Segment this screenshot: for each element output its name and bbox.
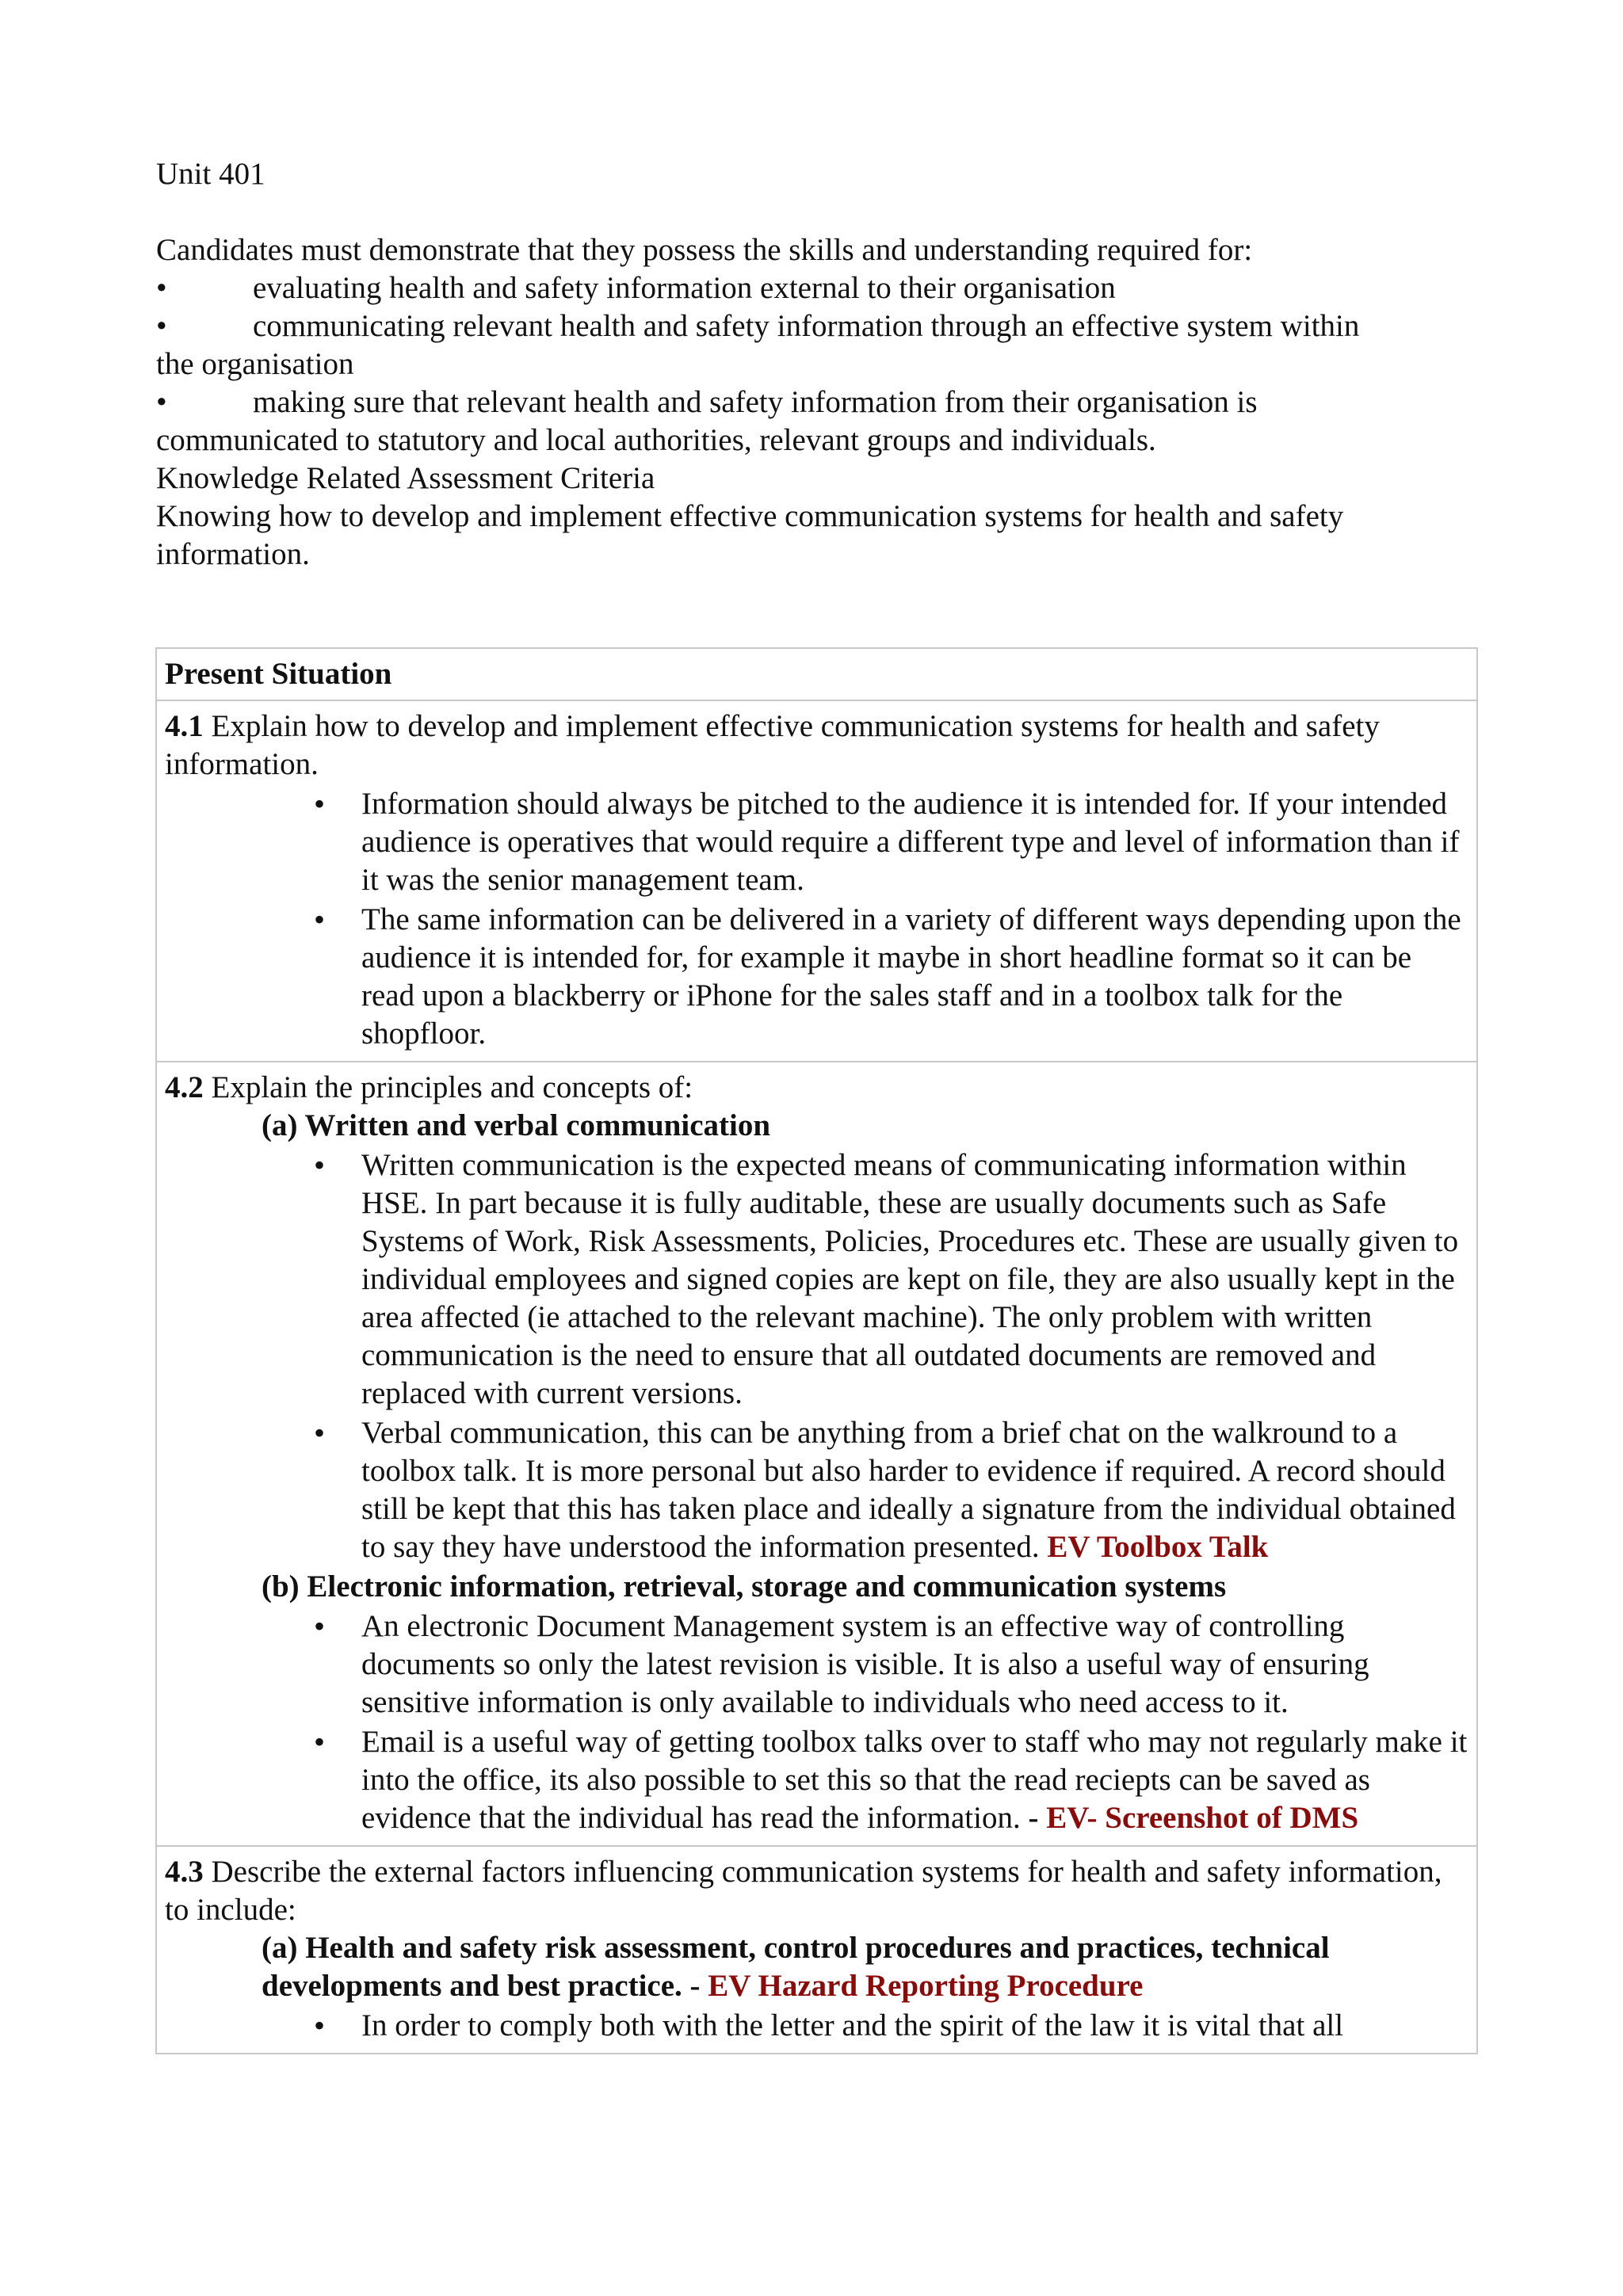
list-item — [361, 1723, 1468, 1837]
intro-bullet-1 — [156, 269, 1487, 307]
section-number: 4.1 — [165, 709, 204, 743]
intro-bullet-2-text: communicating relevant health and safety information through an effective system within — [253, 309, 1360, 343]
section-4-2-a-points — [361, 1146, 1468, 1566]
section-4-2-row — [156, 1062, 1477, 1846]
intro-bullet-2-cont: the organisation — [156, 347, 354, 381]
intro-section — [156, 155, 1487, 574]
subheading-a — [262, 1929, 1468, 2005]
section-4-3 — [156, 1846, 1477, 2054]
subheading-a-text: (a) Health and safety risk assessment, control procedures and practices, technical developments and best practice. - — [262, 1931, 1330, 2003]
list-item: • Written communication is the expected means of communicating information within HSE. In part because it is fully auditable, these are usually documents such as Safe Systems of Work, Risk Assessments, Policies, Procedures etc. These are usually given to individual employees and signed copies are kept on file, they are also usually kept in the area affected (ie attached to the relevant machine). The only problem with written communication is the need to ensure that all outdated documents are removed and replaced with current versions. — [361, 1146, 1468, 1413]
section-4-1-row — [156, 700, 1477, 1062]
intro-bullet-3-text: making sure that relevant health and safety information from their organisation is — [253, 385, 1258, 419]
list-item: • In order to comply both with the letter and the spirit of the law it is vital that all — [361, 2007, 1468, 2045]
section-number: 4.2 — [165, 1070, 204, 1104]
section-4-1-title — [165, 707, 1468, 784]
section-title-text: Explain the principles and concepts of: — [203, 1070, 693, 1104]
evidence-reference: EV Hazard Reporting Procedure — [708, 1969, 1144, 2003]
section-number: 4.3 — [165, 1855, 204, 1889]
list-item: • An electronic Document Management system is an effective way of controlling documents so only the latest revision is visible. It is also a useful way of ensuring sensitive information is only available to individuals who need access to it. — [361, 1608, 1468, 1722]
unit-title: Unit 401 — [156, 157, 265, 191]
section-4-2-title — [165, 1069, 1468, 1107]
section-4-1-points — [361, 785, 1468, 1053]
bullet-icon: • — [156, 385, 167, 419]
intro-bullet-2 — [156, 307, 1487, 345]
intro-bullet-3 — [156, 383, 1487, 421]
knowing-line-1: Knowing how to develop and implement effective communication systems for health and safety — [156, 499, 1344, 533]
evidence-reference: EV Toolbox Talk — [1047, 1530, 1269, 1564]
section-4-2-b-points — [361, 1608, 1468, 1837]
list-item: • The same information can be delivered in a variety of different ways depending upon the audience it is intended for, for example it maybe in short headline format so it can be read upon a blackberry or iPhone for the sales staff and in a toolbox talk for the shopfloor. — [361, 901, 1468, 1053]
section-4-1 — [156, 700, 1477, 1062]
section-4-3-row — [156, 1846, 1477, 2054]
section-title-text: Describe the external factors influencing communication systems for health and safety information, to include: — [165, 1855, 1442, 1927]
subheading-a: (a) Written and verbal communication — [262, 1108, 771, 1142]
section-4-3-title — [165, 1853, 1468, 1929]
intro-bullet-3-cont: communicated to statutory and local authorities, relevant groups and individuals. — [156, 423, 1156, 457]
intro-bullet-1-text: evaluating health and safety information external to their organisation — [253, 271, 1116, 305]
list-item: • Information should always be pitched to the audience it is intended for. If your intended audience is operatives that would require a different type and level of information than if it was the senior management team. — [361, 785, 1468, 899]
krac-heading: Knowledge Related Assessment Criteria — [156, 461, 655, 495]
list-item-text: Verbal communication, this can be anything from a brief chat on the walkround to a toolbox talk. It is more personal but also harder to evidence if required. A record should still be kept that this has taken place and ideally a signature from the individual obtained to say they have understood the information presented. — [361, 1416, 1456, 1564]
knowing-line-2: information. — [156, 537, 310, 571]
criteria-table — [155, 647, 1478, 2054]
dash-separator: - — [1028, 1801, 1047, 1835]
section-title-text: Explain how to develop and implement effective communication systems for health and safety information. — [165, 709, 1380, 781]
subheading-b: (b) Electronic information, retrieval, storage and communication systems — [262, 1569, 1227, 1604]
table-header: Present Situation — [156, 648, 1477, 700]
section-4-3-a-points — [361, 2007, 1468, 2045]
section-4-2 — [156, 1062, 1477, 1846]
evidence-reference: EV- Screenshot of DMS — [1046, 1801, 1359, 1835]
list-item-text: Email is a useful way of getting toolbox talks over to staff who may not regularly make it into the office, its also possible to set this so that the read reciepts can be saved as evidence that the individual has read the information. — [361, 1725, 1468, 1835]
table-header-row — [156, 648, 1477, 700]
intro-lead: Candidates must demonstrate that they possess the skills and understanding required for: — [156, 233, 1253, 267]
bullet-icon: • — [156, 309, 167, 343]
list-item — [361, 1414, 1468, 1566]
bullet-icon: • — [156, 271, 167, 305]
